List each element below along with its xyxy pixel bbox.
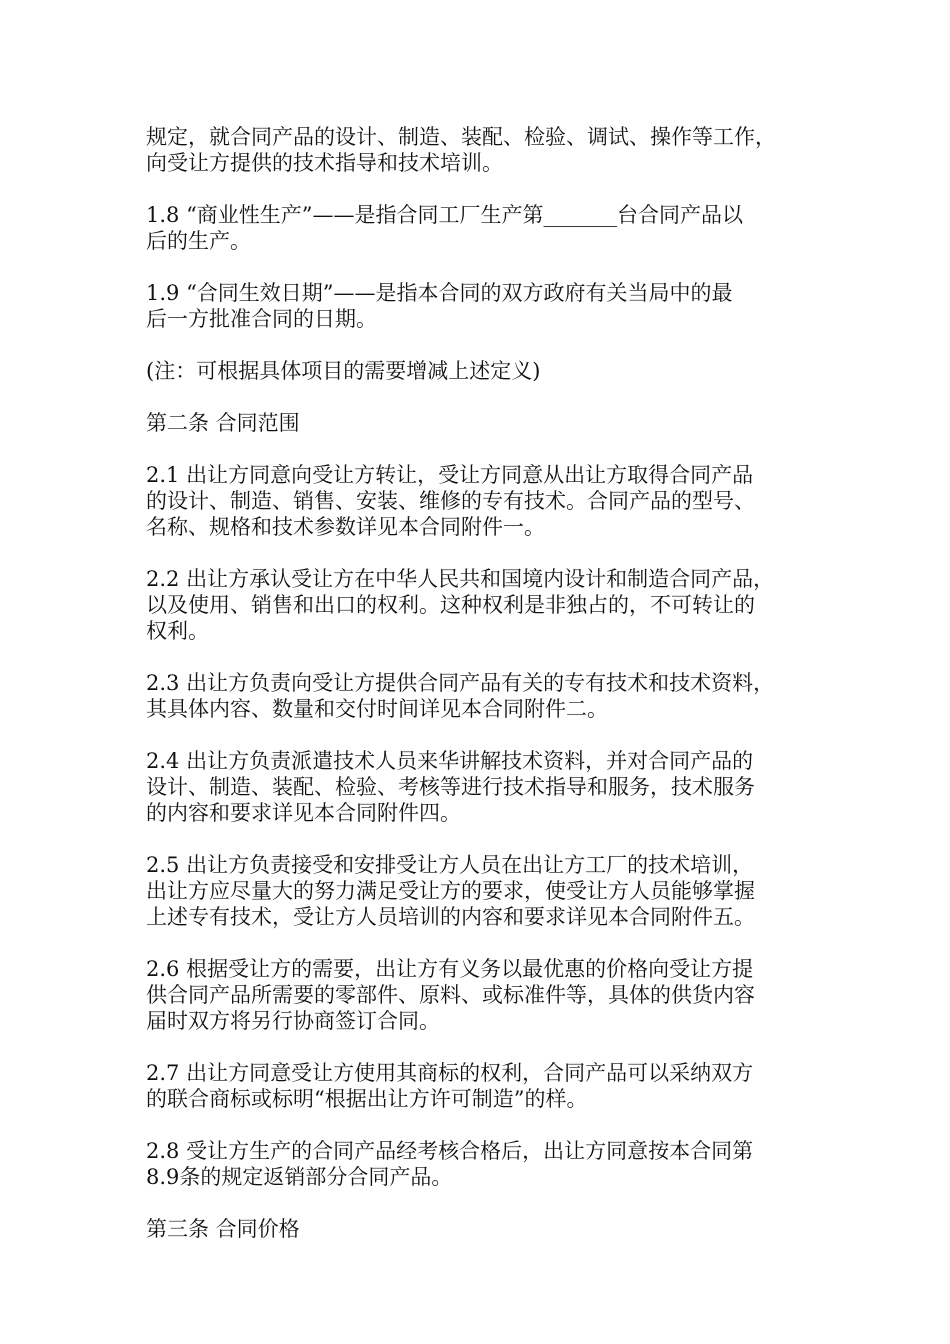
document-body [146, 124, 826, 1268]
paragraph-1-8: 1.8 “商业性生产”——是指合同工厂生产第_______台合同产品以 后的生产。 [146, 203, 744, 253]
section-heading-article-2: 第二条 合同范围 [146, 411, 300, 435]
paragraph-note: (注：可根据具体项目的需要增减上述定义) [146, 359, 541, 383]
paragraph-2-1: 2.1 出让方同意向受让方转让，受让方同意从出让方取得合同产品 的设计、制造、销售、安装、维修的专有技术。合同产品的型号、 名称、规格和技术参数详见本合同附件一。 [146, 463, 755, 539]
paragraph-2-8: 2.8 受让方生产的合同产品经考核合格后，出让方同意按本合同第 8.9条的规定返销部分合同产品。 [146, 1139, 754, 1189]
paragraph-2-7: 2.7 出让方同意受让方使用其商标的权利，合同产品可以采纳双方 的联合商标或标明“根据出让方许可制造”的样。 [146, 1061, 754, 1111]
section-heading-article-3: 第三条 合同价格 [146, 1217, 300, 1241]
paragraph-1-9: 1.9 “合同生效日期”——是指本合同的双方政府有关当局中的最 后一方批准合同的日期。 [146, 281, 733, 331]
paragraph-2-5: 2.5 出让方负责接受和安排受让方人员在出让方工厂的技术培训， 出让方应尽量大的努力满足受让方的要求，使受让方人员能够掌握 上述专有技术，受让方人员培训的内容和要求详见本合同附件五。 [146, 853, 755, 929]
paragraph-2-6: 2.6 根据受让方的需要，出让方有义务以最优惠的价格向受让方提 供合同产品所需要的零部件、原料、或标准件等，具体的供货内容 届时双方将另行协商签订合同。 [146, 957, 755, 1033]
paragraph-intro-continuation: 规定，就合同产品的设计、制造、装配、检验、调试、操作等工作， 向受让方提供的技术指导和技术培训。 [146, 125, 776, 175]
paragraph-2-2: 2.2 出让方承认受让方在中华人民共和国境内设计和制造合同产品， 以及使用、销售和出口的权利。这种权利是非独占的，不可转让的 权利。 [146, 567, 775, 643]
paragraph-2-4: 2.4 出让方负责派遣技术人员来华讲解技术资料，并对合同产品的 设计、制造、装配、检验、考核等进行技术指导和服务，技术服务 的内容和要求详见本合同附件四。 [146, 749, 755, 825]
paragraph-2-3: 2.3 出让方负责向受让方提供合同产品有关的专有技术和技术资料， 其具体内容、数量和交付时间详见本合同附件二。 [146, 671, 775, 721]
